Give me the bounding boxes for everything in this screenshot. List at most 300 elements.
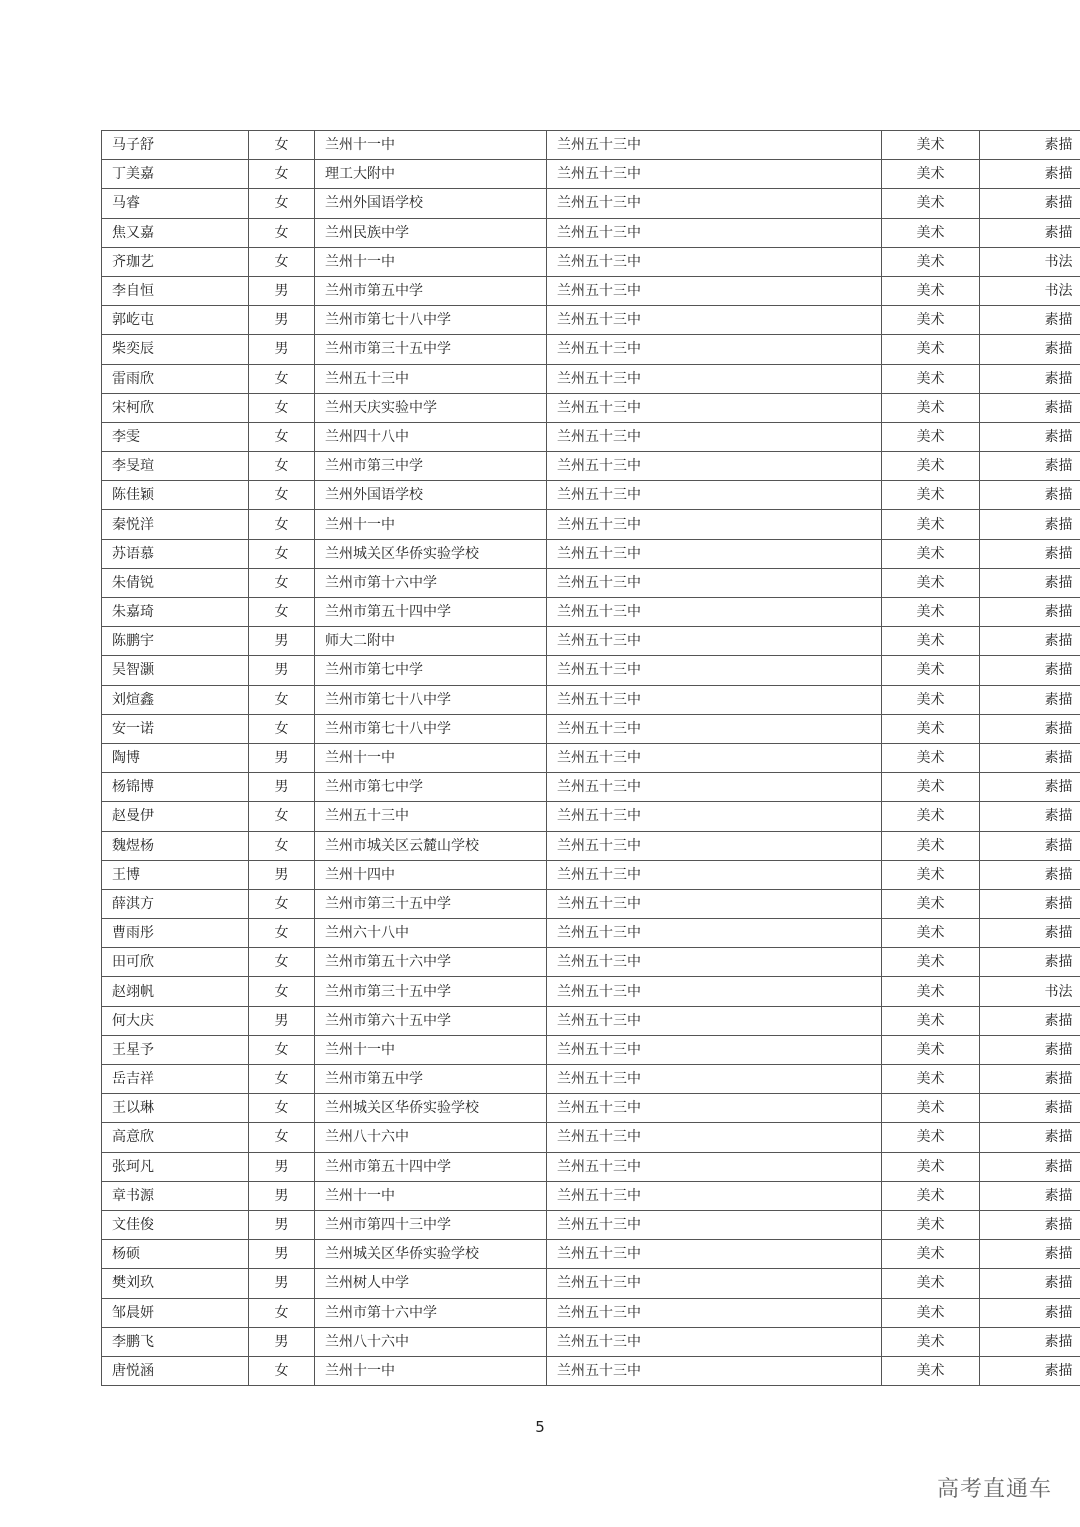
table-row [102, 714, 1080, 743]
cell-origin-school: 兰州城关区华侨实验学校 [315, 1240, 547, 1269]
cell-origin-school: 兰州树人中学 [315, 1269, 547, 1298]
cell-gender: 女 [249, 131, 315, 160]
cell-gender: 男 [249, 773, 315, 802]
table-row [102, 247, 1080, 276]
cell-subject: 素描 [980, 510, 1080, 539]
cell-name: 陈鹏宇 [102, 627, 249, 656]
cell-name: 何大庆 [102, 1006, 249, 1035]
table-row [102, 831, 1080, 860]
cell-gender: 女 [249, 481, 315, 510]
cell-category: 美术 [882, 218, 980, 247]
cell-subject: 素描 [980, 948, 1080, 977]
cell-gender: 女 [249, 802, 315, 831]
table-row [102, 1298, 1080, 1327]
table-row [102, 773, 1080, 802]
cell-target-school: 兰州五十三中 [547, 1152, 882, 1181]
cell-target-school: 兰州五十三中 [547, 276, 882, 305]
cell-target-school: 兰州五十三中 [547, 656, 882, 685]
cell-gender: 女 [249, 948, 315, 977]
cell-target-school: 兰州五十三中 [547, 802, 882, 831]
cell-gender: 女 [249, 1123, 315, 1152]
cell-gender: 女 [249, 977, 315, 1006]
cell-gender: 女 [249, 160, 315, 189]
watermark-text: 高考直通车 [936, 1477, 1052, 1502]
table-row [102, 1356, 1080, 1385]
cell-category: 美术 [882, 889, 980, 918]
cell-category: 美术 [882, 714, 980, 743]
table-row [102, 364, 1080, 393]
cell-name: 安一诺 [102, 714, 249, 743]
cell-name: 高意欣 [102, 1123, 249, 1152]
cell-origin-school: 兰州市第四十三中学 [315, 1210, 547, 1239]
cell-gender: 男 [249, 1240, 315, 1269]
cell-origin-school: 兰州市第七十八中学 [315, 685, 547, 714]
cell-subject: 素描 [980, 452, 1080, 481]
cell-origin-school: 兰州市第十六中学 [315, 568, 547, 597]
cell-origin-school: 兰州市第五十四中学 [315, 1152, 547, 1181]
cell-origin-school: 兰州市第五十六中学 [315, 948, 547, 977]
cell-subject: 素描 [980, 1269, 1080, 1298]
cell-name: 章书源 [102, 1181, 249, 1210]
roster-body [102, 131, 1080, 1386]
cell-subject: 素描 [980, 1298, 1080, 1327]
cell-target-school: 兰州五十三中 [547, 1298, 882, 1327]
table-row [102, 1240, 1080, 1269]
cell-name: 樊刘玖 [102, 1269, 249, 1298]
cell-origin-school: 兰州市第三中学 [315, 452, 547, 481]
cell-name: 郭屹屯 [102, 306, 249, 335]
cell-name: 李鹏飞 [102, 1327, 249, 1356]
cell-subject: 素描 [980, 1327, 1080, 1356]
cell-name: 李雯 [102, 422, 249, 451]
cell-gender: 女 [249, 364, 315, 393]
cell-subject: 素描 [980, 160, 1080, 189]
cell-gender: 男 [249, 276, 315, 305]
cell-gender: 女 [249, 1065, 315, 1094]
cell-target-school: 兰州五十三中 [547, 131, 882, 160]
table-row [102, 860, 1080, 889]
cell-name: 王以琳 [102, 1094, 249, 1123]
cell-gender: 女 [249, 1094, 315, 1123]
cell-subject: 素描 [980, 656, 1080, 685]
cell-name: 张珂凡 [102, 1152, 249, 1181]
table-row [102, 306, 1080, 335]
cell-target-school: 兰州五十三中 [547, 510, 882, 539]
cell-category: 美术 [882, 189, 980, 218]
cell-category: 美术 [882, 481, 980, 510]
cell-name: 李自恒 [102, 276, 249, 305]
cell-target-school: 兰州五十三中 [547, 860, 882, 889]
cell-subject: 素描 [980, 1006, 1080, 1035]
cell-target-school: 兰州五十三中 [547, 160, 882, 189]
table-row [102, 218, 1080, 247]
cell-category: 美术 [882, 598, 980, 627]
cell-subject: 素描 [980, 1065, 1080, 1094]
cell-gender: 男 [249, 1327, 315, 1356]
table-row [102, 393, 1080, 422]
table-row [102, 656, 1080, 685]
cell-origin-school: 兰州市第三十五中学 [315, 977, 547, 1006]
cell-category: 美术 [882, 773, 980, 802]
cell-target-school: 兰州五十三中 [547, 831, 882, 860]
cell-category: 美术 [882, 743, 980, 772]
cell-gender: 女 [249, 422, 315, 451]
cell-origin-school: 兰州六十八中 [315, 919, 547, 948]
cell-origin-school: 兰州十一中 [315, 131, 547, 160]
cell-category: 美术 [882, 1123, 980, 1152]
cell-gender: 男 [249, 627, 315, 656]
cell-target-school: 兰州五十三中 [547, 1181, 882, 1210]
cell-subject: 素描 [980, 802, 1080, 831]
cell-origin-school: 兰州市第五中学 [315, 276, 547, 305]
cell-subject: 素描 [980, 1356, 1080, 1385]
cell-gender: 男 [249, 335, 315, 364]
cell-name: 杨硕 [102, 1240, 249, 1269]
cell-gender: 男 [249, 656, 315, 685]
cell-name: 王博 [102, 860, 249, 889]
cell-subject: 素描 [980, 1152, 1080, 1181]
cell-subject: 素描 [980, 189, 1080, 218]
cell-origin-school: 兰州外国语学校 [315, 481, 547, 510]
cell-gender: 男 [249, 306, 315, 335]
cell-subject: 素描 [980, 1210, 1080, 1239]
cell-category: 美术 [882, 510, 980, 539]
cell-target-school: 兰州五十三中 [547, 1035, 882, 1064]
cell-subject: 素描 [980, 131, 1080, 160]
cell-subject: 素描 [980, 1035, 1080, 1064]
table-row [102, 131, 1080, 160]
cell-origin-school: 兰州市第七中学 [315, 773, 547, 802]
cell-target-school: 兰州五十三中 [547, 1269, 882, 1298]
cell-target-school: 兰州五十三中 [547, 539, 882, 568]
cell-name: 李旻瑄 [102, 452, 249, 481]
cell-name: 王星予 [102, 1035, 249, 1064]
cell-gender: 女 [249, 889, 315, 918]
cell-category: 美术 [882, 685, 980, 714]
table-row [102, 1065, 1080, 1094]
cell-gender: 女 [249, 247, 315, 276]
table-row [102, 422, 1080, 451]
table-row [102, 977, 1080, 1006]
cell-gender: 女 [249, 685, 315, 714]
cell-name: 魏煜杨 [102, 831, 249, 860]
cell-name: 杨锦博 [102, 773, 249, 802]
cell-category: 美术 [882, 1065, 980, 1094]
table-row [102, 510, 1080, 539]
cell-origin-school: 兰州市第十六中学 [315, 1298, 547, 1327]
cell-origin-school: 兰州市第七十八中学 [315, 306, 547, 335]
table-row [102, 919, 1080, 948]
cell-gender: 男 [249, 1269, 315, 1298]
cell-origin-school: 兰州外国语学校 [315, 189, 547, 218]
cell-name: 邹晨妍 [102, 1298, 249, 1327]
cell-subject: 素描 [980, 1240, 1080, 1269]
cell-origin-school: 兰州市第六十五中学 [315, 1006, 547, 1035]
cell-gender: 女 [249, 452, 315, 481]
cell-origin-school: 兰州民族中学 [315, 218, 547, 247]
cell-subject: 素描 [980, 393, 1080, 422]
cell-origin-school: 兰州十一中 [315, 743, 547, 772]
cell-origin-school: 兰州市第七十八中学 [315, 714, 547, 743]
table-row [102, 1035, 1080, 1064]
cell-gender: 男 [249, 860, 315, 889]
cell-subject: 素描 [980, 539, 1080, 568]
cell-category: 美术 [882, 1006, 980, 1035]
cell-target-school: 兰州五十三中 [547, 247, 882, 276]
cell-origin-school: 兰州五十三中 [315, 364, 547, 393]
cell-category: 美术 [882, 364, 980, 393]
cell-target-school: 兰州五十三中 [547, 889, 882, 918]
cell-name: 陈佳颖 [102, 481, 249, 510]
cell-name: 吴智灏 [102, 656, 249, 685]
cell-category: 美术 [882, 276, 980, 305]
cell-category: 美术 [882, 539, 980, 568]
cell-gender: 女 [249, 510, 315, 539]
cell-origin-school: 兰州城关区华侨实验学校 [315, 1094, 547, 1123]
cell-subject: 素描 [980, 422, 1080, 451]
cell-origin-school: 兰州十一中 [315, 1181, 547, 1210]
cell-name: 曹雨彤 [102, 919, 249, 948]
cell-origin-school: 兰州市第三十五中学 [315, 335, 547, 364]
cell-target-school: 兰州五十三中 [547, 1065, 882, 1094]
cell-subject: 素描 [980, 685, 1080, 714]
cell-gender: 女 [249, 831, 315, 860]
table-row [102, 598, 1080, 627]
cell-category: 美术 [882, 1356, 980, 1385]
cell-name: 雷雨欣 [102, 364, 249, 393]
cell-name: 文佳俊 [102, 1210, 249, 1239]
cell-subject: 素描 [980, 714, 1080, 743]
cell-category: 美术 [882, 1327, 980, 1356]
cell-category: 美术 [882, 1152, 980, 1181]
cell-subject: 素描 [980, 773, 1080, 802]
page-number: 5 [535, 1418, 545, 1436]
cell-origin-school: 兰州市城关区云麓山学校 [315, 831, 547, 860]
cell-name: 苏语慕 [102, 539, 249, 568]
table-row [102, 1094, 1080, 1123]
cell-target-school: 兰州五十三中 [547, 685, 882, 714]
cell-target-school: 兰州五十三中 [547, 306, 882, 335]
cell-category: 美术 [882, 627, 980, 656]
cell-category: 美术 [882, 802, 980, 831]
cell-name: 赵曼伊 [102, 802, 249, 831]
cell-subject: 素描 [980, 598, 1080, 627]
cell-category: 美术 [882, 131, 980, 160]
cell-subject: 素描 [980, 364, 1080, 393]
cell-gender: 女 [249, 1298, 315, 1327]
cell-name: 刘煊鑫 [102, 685, 249, 714]
cell-origin-school: 兰州市第五十四中学 [315, 598, 547, 627]
cell-origin-school: 兰州市第五中学 [315, 1065, 547, 1094]
table-row [102, 1181, 1080, 1210]
cell-subject: 素描 [980, 306, 1080, 335]
cell-target-school: 兰州五十三中 [547, 598, 882, 627]
cell-name: 唐悦涵 [102, 1356, 249, 1385]
cell-target-school: 兰州五十三中 [547, 773, 882, 802]
cell-target-school: 兰州五十三中 [547, 1240, 882, 1269]
cell-target-school: 兰州五十三中 [547, 393, 882, 422]
cell-origin-school: 兰州市第七中学 [315, 656, 547, 685]
table-row [102, 539, 1080, 568]
cell-gender: 女 [249, 598, 315, 627]
cell-origin-school: 兰州十一中 [315, 1035, 547, 1064]
cell-gender: 男 [249, 743, 315, 772]
cell-subject: 素描 [980, 743, 1080, 772]
cell-name: 秦悦洋 [102, 510, 249, 539]
cell-origin-school: 兰州八十六中 [315, 1123, 547, 1152]
cell-category: 美术 [882, 1298, 980, 1327]
cell-category: 美术 [882, 452, 980, 481]
cell-subject: 素描 [980, 831, 1080, 860]
cell-category: 美术 [882, 160, 980, 189]
cell-target-school: 兰州五十三中 [547, 919, 882, 948]
cell-subject: 素描 [980, 1094, 1080, 1123]
cell-target-school: 兰州五十三中 [547, 422, 882, 451]
table-row [102, 889, 1080, 918]
cell-target-school: 兰州五十三中 [547, 1356, 882, 1385]
table-row [102, 335, 1080, 364]
cell-subject: 素描 [980, 889, 1080, 918]
table-row [102, 948, 1080, 977]
cell-target-school: 兰州五十三中 [547, 627, 882, 656]
cell-category: 美术 [882, 831, 980, 860]
cell-subject: 素描 [980, 1181, 1080, 1210]
cell-gender: 女 [249, 919, 315, 948]
cell-subject: 素描 [980, 1123, 1080, 1152]
cell-name: 陶博 [102, 743, 249, 772]
cell-target-school: 兰州五十三中 [547, 568, 882, 597]
cell-origin-school: 兰州五十三中 [315, 802, 547, 831]
cell-category: 美术 [882, 306, 980, 335]
cell-category: 美术 [882, 948, 980, 977]
cell-gender: 女 [249, 714, 315, 743]
cell-name: 薛淇方 [102, 889, 249, 918]
cell-category: 美术 [882, 1240, 980, 1269]
cell-name: 齐珈艺 [102, 247, 249, 276]
cell-category: 美术 [882, 977, 980, 1006]
cell-category: 美术 [882, 1035, 980, 1064]
cell-gender: 男 [249, 1006, 315, 1035]
cell-name: 朱嘉琦 [102, 598, 249, 627]
table-row [102, 568, 1080, 597]
table-row [102, 1327, 1080, 1356]
cell-category: 美术 [882, 656, 980, 685]
cell-name: 田可欣 [102, 948, 249, 977]
cell-subject: 素描 [980, 860, 1080, 889]
table-row [102, 189, 1080, 218]
cell-origin-school: 兰州市第三十五中学 [315, 889, 547, 918]
cell-target-school: 兰州五十三中 [547, 1210, 882, 1239]
cell-name: 丁美嘉 [102, 160, 249, 189]
cell-origin-school: 兰州十一中 [315, 510, 547, 539]
cell-category: 美术 [882, 247, 980, 276]
cell-name: 马睿 [102, 189, 249, 218]
cell-gender: 男 [249, 1181, 315, 1210]
cell-origin-school: 兰州八十六中 [315, 1327, 547, 1356]
cell-subject: 素描 [980, 627, 1080, 656]
cell-target-school: 兰州五十三中 [547, 743, 882, 772]
cell-subject: 书法 [980, 247, 1080, 276]
cell-category: 美术 [882, 1094, 980, 1123]
cell-target-school: 兰州五十三中 [547, 452, 882, 481]
cell-gender: 女 [249, 218, 315, 247]
cell-name: 岳吉祥 [102, 1065, 249, 1094]
cell-category: 美术 [882, 335, 980, 364]
cell-target-school: 兰州五十三中 [547, 1327, 882, 1356]
cell-origin-school: 理工大附中 [315, 160, 547, 189]
cell-name: 赵翊帆 [102, 977, 249, 1006]
cell-subject: 素描 [980, 218, 1080, 247]
cell-subject: 素描 [980, 335, 1080, 364]
cell-target-school: 兰州五十三中 [547, 481, 882, 510]
cell-category: 美术 [882, 1269, 980, 1298]
cell-gender: 男 [249, 1210, 315, 1239]
cell-gender: 女 [249, 568, 315, 597]
cell-gender: 男 [249, 1152, 315, 1181]
cell-gender: 女 [249, 539, 315, 568]
cell-origin-school: 兰州十一中 [315, 247, 547, 276]
cell-origin-school: 兰州四十八中 [315, 422, 547, 451]
cell-origin-school: 兰州十一中 [315, 1356, 547, 1385]
cell-gender: 女 [249, 393, 315, 422]
cell-target-school: 兰州五十三中 [547, 714, 882, 743]
table-row [102, 743, 1080, 772]
cell-name: 焦又嘉 [102, 218, 249, 247]
cell-gender: 女 [249, 1035, 315, 1064]
cell-category: 美术 [882, 1210, 980, 1239]
cell-subject: 素描 [980, 568, 1080, 597]
cell-gender: 女 [249, 189, 315, 218]
cell-target-school: 兰州五十三中 [547, 948, 882, 977]
cell-category: 美术 [882, 919, 980, 948]
cell-subject: 素描 [980, 919, 1080, 948]
table-row [102, 802, 1080, 831]
table-row [102, 1152, 1080, 1181]
cell-name: 马子舒 [102, 131, 249, 160]
cell-category: 美术 [882, 860, 980, 889]
cell-subject: 素描 [980, 481, 1080, 510]
cell-subject: 书法 [980, 276, 1080, 305]
cell-target-school: 兰州五十三中 [547, 1006, 882, 1035]
table-row [102, 481, 1080, 510]
cell-category: 美术 [882, 422, 980, 451]
cell-name: 朱倩锐 [102, 568, 249, 597]
cell-subject: 书法 [980, 977, 1080, 1006]
cell-category: 美术 [882, 1181, 980, 1210]
cell-target-school: 兰州五十三中 [547, 218, 882, 247]
cell-category: 美术 [882, 568, 980, 597]
table-row [102, 276, 1080, 305]
cell-origin-school: 师大二附中 [315, 627, 547, 656]
table-row [102, 627, 1080, 656]
cell-gender: 女 [249, 1356, 315, 1385]
cell-name: 宋柯欣 [102, 393, 249, 422]
table-row [102, 452, 1080, 481]
cell-target-school: 兰州五十三中 [547, 1123, 882, 1152]
cell-target-school: 兰州五十三中 [547, 977, 882, 1006]
table-row [102, 1269, 1080, 1298]
cell-target-school: 兰州五十三中 [547, 189, 882, 218]
cell-target-school: 兰州五十三中 [547, 335, 882, 364]
cell-target-school: 兰州五十三中 [547, 364, 882, 393]
cell-name: 柴奕辰 [102, 335, 249, 364]
cell-category: 美术 [882, 393, 980, 422]
table-row [102, 160, 1080, 189]
table-row [102, 1006, 1080, 1035]
cell-target-school: 兰州五十三中 [547, 1094, 882, 1123]
table-row [102, 1123, 1080, 1152]
student-roster-table [101, 130, 1080, 1386]
